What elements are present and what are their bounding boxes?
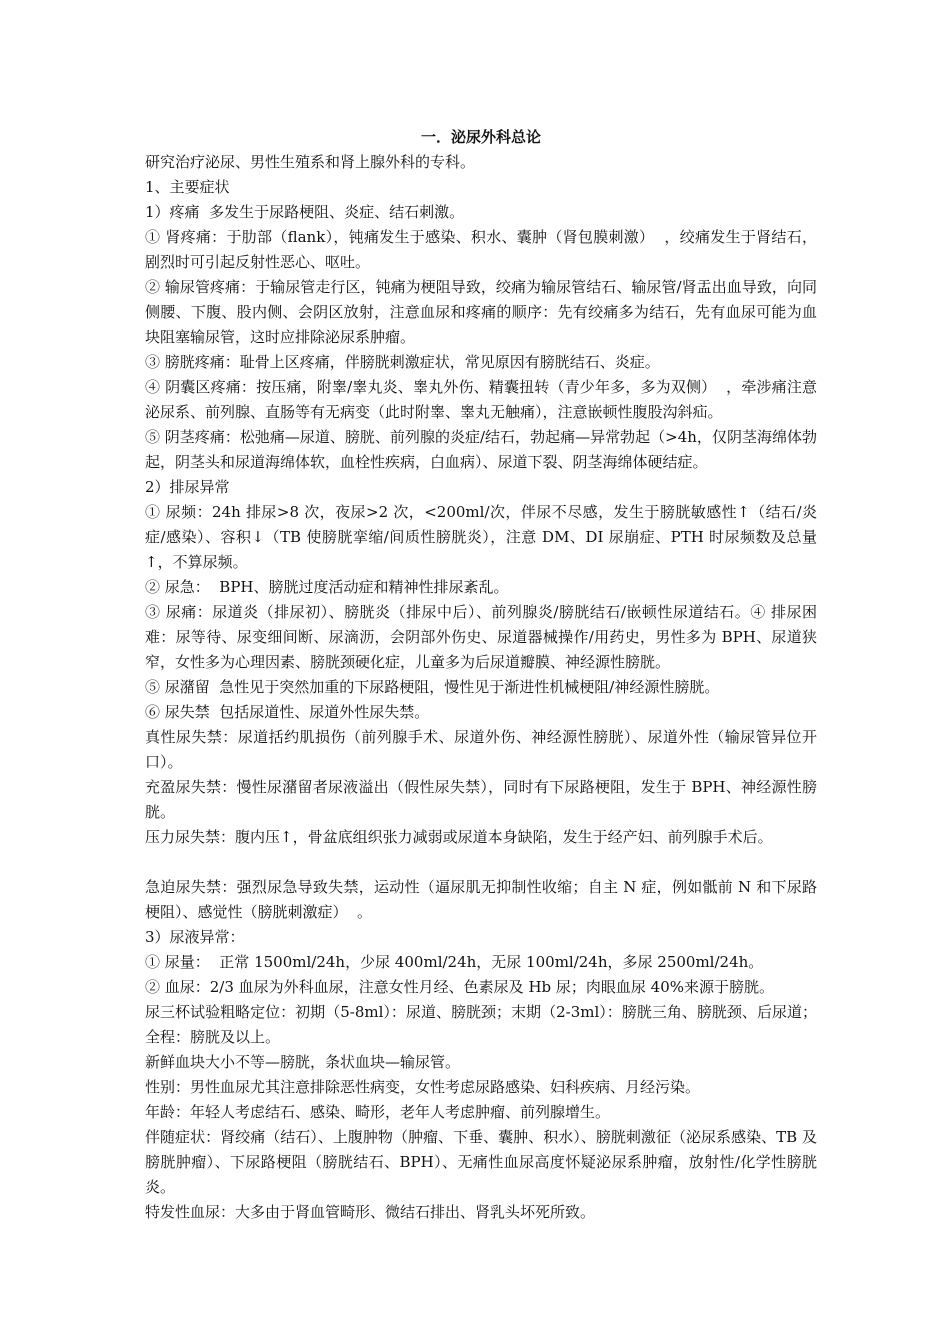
- paragraph: 压力尿失禁：腹内压↑，骨盆底组织张力减弱或尿道本身缺陷，发生于经产妇、前列腺手术后。: [145, 828, 773, 846]
- paragraph: ⑤ 尿潴留 急性见于突然加重的下尿路梗阻，慢性见于渐进性机械梗阻/神经源性膀胱。: [145, 678, 720, 696]
- paragraph: ② 尿急： BPH、膀胱过度活动症和精神性排尿紊乱。: [145, 578, 509, 596]
- paragraph: 性别：男性血尿尤其注意排除恶性病变，女性考虑尿路感染、妇科疾病、月经污染。: [145, 1078, 701, 1096]
- paragraph: 充盈尿失禁：慢性尿潴留者尿液溢出（假性尿失禁），同时有下尿路梗阻，发生于 BPH、神经源性膀胱。: [145, 778, 817, 821]
- paragraph: 年龄：年轻人考虑结石、感染、畸形，老年人考虑肿瘤、前列腺增生。: [145, 1103, 611, 1121]
- paragraph: 新鲜血块大小不等—膀胱，条状血块—输尿管。: [145, 1053, 461, 1071]
- paragraph: 真性尿失禁：尿道括约肌损伤（前列腺手术、尿道外伤、神经源性膀胱）、尿道外性（输尿管异位开口）。: [145, 728, 817, 771]
- paragraph: ② 输尿管疼痛：于输尿管走行区，钝痛为梗阻导致，绞痛为输尿管结石、输尿管/肾盂出血导致，向同侧腰、下腹、股内侧、会阴区放射，注意血尿和疼痛的顺序：先有绞痛多为结石，先有血尿可能为血块阻塞输尿管，这时应排除泌尿系肿瘤。: [145, 278, 817, 346]
- paragraph: ⑥ 尿失禁 包括尿道性、尿道外性尿失禁。: [145, 703, 430, 721]
- paragraph: ③ 尿痛：尿道炎（排尿初）、膀胱炎（排尿中后）、前列腺炎/膀胱结石/嵌顿性尿道结石。④ 排尿困难：尿等待、尿变细间断、尿滴沥，会阴部外伤史、尿道器械操作/用药史，男性多为 BPH、尿道狭窄，女性多为心理因素、膀胱颈硬化症，儿童多为后尿道瓣膜、神经源性膀胱。: [145, 603, 817, 671]
- subsection-heading: 1）疼痛 多发生于尿路梗阻、炎症、结石刺激。: [145, 203, 465, 221]
- paragraph: ④ 阴囊区疼痛：按压痛，附睾/睾丸炎、睾丸外伤、精囊扭转（青少年多，多为双侧） ，牵涉痛注意泌尿系、前列腺、直肠等有无病变（此时附睾、睾丸无触痛），注意嵌顿性腹股沟斜疝。: [145, 378, 817, 421]
- paragraph: 急迫尿失禁：强烈尿急导致失禁，运动性（逼尿肌无抑制性收缩；自主 N 症，例如骶前 N 和下尿路梗阻）、感觉性（膀胱刺激症） 。: [145, 878, 817, 921]
- blank-line: [145, 850, 817, 875]
- paragraph: 尿三杯试验粗略定位：初期（5-8ml）：尿道、膀胱颈；末期（2-3ml）：膀胱三角、膀胱颈、后尿道；全程：膀胱及以上。: [145, 1003, 817, 1046]
- paragraph: 特发性血尿：大多由于肾血管畸形、微结石排出、肾乳头坏死所致。: [145, 1203, 596, 1221]
- paragraph: ① 尿频：24h 排尿>8 次，夜尿>2 次，<200ml/次，伴尿不尽感，发生于膀胱敏感性↑（结石/炎症/感染）、容积↓（TB 使膀胱挛缩/间质性膀胱炎），注意 DM、DI 尿崩症、PTH 时尿频数及总量↑，不算尿频。: [145, 503, 817, 571]
- paragraph: 研究治疗泌尿、男性生殖系和肾上腺外科的专科。: [145, 153, 476, 171]
- paragraph: ① 肾疼痛：于肋部（flank），钝痛发生于感染、积水、囊肿（肾包膜刺激） ，绞痛发生于肾结石，剧烈时可引起反射性恶心、呕吐。: [145, 228, 817, 271]
- paragraph: ⑤ 阴茎疼痛：松弛痛—尿道、膀胱、前列腺的炎症/结石，勃起痛—异常勃起（>4h，仅阴茎海绵体勃起，阴茎头和尿道海绵体软，血栓性疾病，白血病）、尿道下裂、阴茎海绵体硬结症。: [145, 428, 817, 471]
- document-body: [145, 150, 817, 1225]
- paragraph: ② 血尿：2/3 血尿为外科血尿，注意女性月经、色素尿及 Hb 尿；肉眼血尿 40%来源于膀胱。: [145, 978, 775, 996]
- paragraph: 伴随症状：肾绞痛（结石）、上腹肿物（肿瘤、下垂、囊肿、积水）、膀胱刺激征（泌尿系感染、TB 及膀胱肿瘤）、下尿路梗阻（膀胱结石、BPH）、无痛性血尿高度怀疑泌尿系肿瘤，放射性/化学性膀胱炎。: [145, 1128, 817, 1196]
- document-page: [145, 124, 817, 1225]
- subsection-heading: 2）排尿异常: [145, 478, 230, 496]
- document-title: 一．泌尿外科总论: [420, 128, 541, 146]
- paragraph: ① 尿量： 正常 1500ml/24h，少尿 400ml/24h，无尿 100ml/24h，多尿 2500ml/24h。: [145, 953, 764, 971]
- subsection-heading: 3）尿液异常：: [145, 928, 245, 946]
- section-heading: 1、主要症状: [145, 178, 230, 196]
- paragraph: ③ 膀胱疼痛：耻骨上区疼痛，伴膀胱刺激症状，常见原因有膀胱结石、炎症。: [145, 353, 660, 371]
